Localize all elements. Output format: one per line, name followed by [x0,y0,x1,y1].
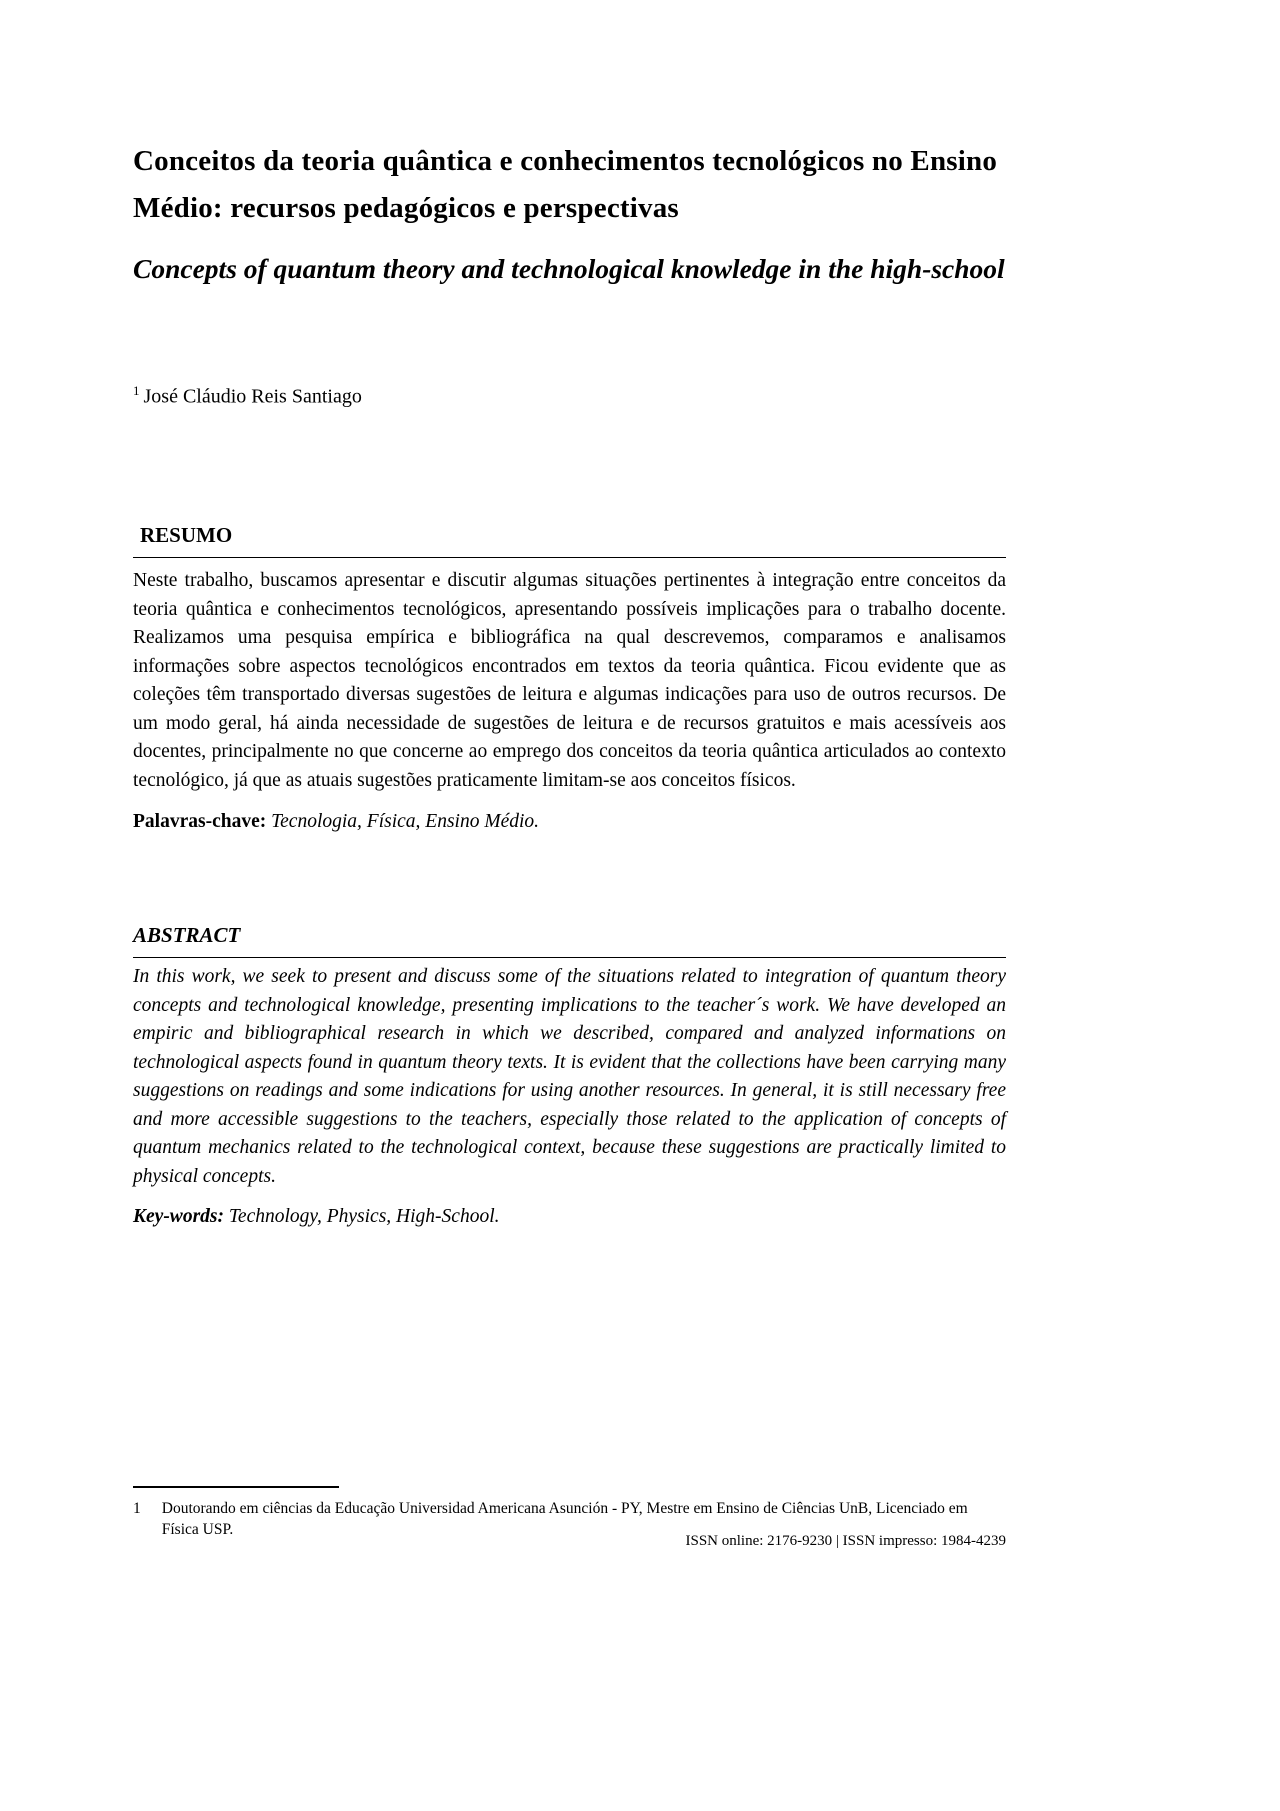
author-footnote-marker: 1 [133,383,140,398]
abstract-heading-label: ABSTRACT [133,923,241,947]
keywords-value-portuguese: Tecnologia, Física, Ensino Médio. [271,811,540,832]
footnote-text: Doutorando em ciências da Educação Universidad Americana Asunción - PY, Mestre em Ensino de Ciências UnB, Licenciado em Física USP. [161,1500,968,1538]
keywords-label-english: Key-words: [133,1206,224,1227]
keywords-label-portuguese: Palavras-chave: [133,811,267,832]
abstract-section-heading [133,922,1006,958]
keywords-line-english [133,1203,1006,1230]
resumo-section-heading [133,522,1006,558]
abstract-paragraph: In this work, we seek to present and discuss some of the situations related to integration of quantum theory concepts and technological knowledge, presenting implications to the teacher´s work. We have developed an empiric and bibliographical research in which we described, compared and analyzed informations on technological aspects found in quantum theory texts. It is evident that the collections have been carrying many suggestions on readings and some indications for using another resources. In general, it is still necessary free and more accessible suggestions to the teachers, especially those related to the application of concepts of quantum mechanics related to the technological context, because these suggestions are practically limited to physical concepts. [133,966,1006,1187]
author-name: José Cláudio Reis Santiago [143,385,362,408]
keywords-line-portuguese [133,808,1006,835]
footnote-number: 1 [133,1500,141,1517]
paper-title-english: Concepts of quantum theory and technological knowledge in the high-school [133,253,1005,284]
keywords-value-english: Technology, Physics, High-School. [228,1206,500,1227]
resumo-heading-label: RESUMO [140,523,233,547]
issn-line: ISSN online: 2176-9230 | ISSN impresso: 1984-4239 [685,1533,1006,1549]
paper-title-portuguese: Conceitos da teoria quântica e conhecimentos tecnológicos no Ensino Médio: recursos pedagógicos e perspectivas [133,145,998,224]
author-line [133,378,1006,410]
resumo-paragraph: Neste trabalho, buscamos apresentar e discutir algumas situações pertinentes à integração entre conceitos da teoria quântica e conhecimentos tecnológicos, apresentando possíveis implicações para o trabalho docente. Realizamos uma pesquisa empírica e bibliográfica na qual descrevemos, comparamos e analisamos informações sobre aspectos tecnológicos encontrados em textos da teoria quântica. Ficou evidente que as coleções têm transportado diversas sugestões de leitura e algumas indicações para uso de outros recursos. De um modo geral, há ainda necessidade de sugestões de leitura e de recursos gratuitos e mais acessíveis aos docentes, principalmente no que concerne ao emprego dos conceitos da teoria quântica articulados ao contexto tecnológico, já que as atuais sugestões praticamente limitam-se aos conceitos físicos. [133,570,1006,791]
footnote-divider-rule [133,1486,339,1488]
